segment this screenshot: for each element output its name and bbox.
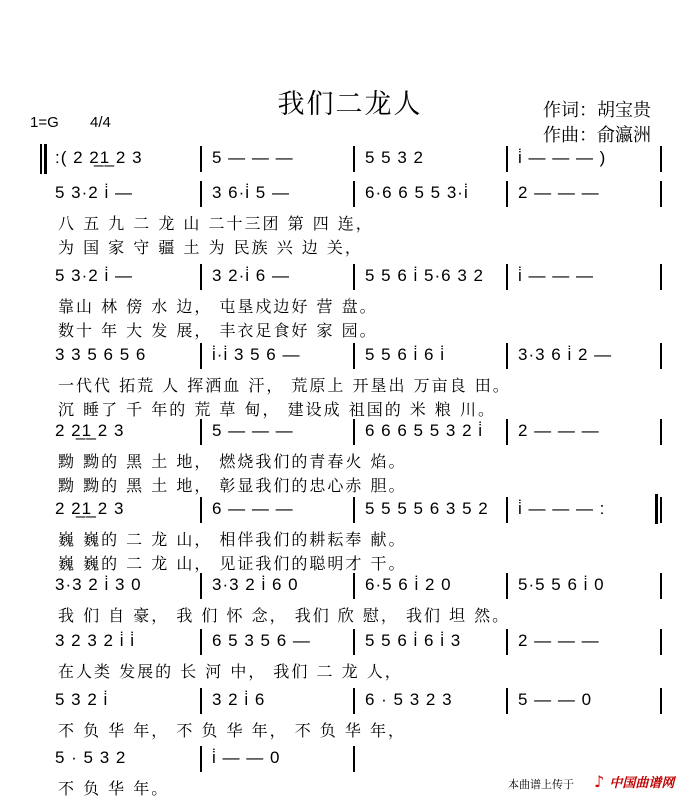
bar-line [506, 629, 508, 655]
measure-notes: 3 6·i̇ 5 — [212, 183, 290, 202]
key-signature: 1=G [30, 114, 59, 131]
site-logo [594, 772, 674, 791]
lyric-line: 一代代 拓荒 人 挥洒血 汗， 荒原上 开垦出 万亩良 田。 [58, 376, 511, 395]
lyric-line: 八 五 九 二 龙 山 二十三团 第 四 连， [58, 214, 374, 233]
repeat-bar [40, 144, 42, 174]
bar-line [660, 629, 662, 655]
measure-notes: 3 2 i̇ 6 [212, 690, 266, 709]
measure-notes: 5 3 2 i̇ [55, 690, 109, 709]
measure-notes: 5 3·2 i̇ — [55, 266, 133, 285]
bar-line [200, 573, 202, 599]
measure-notes: 3·3 2 i̇ 6 0 [212, 575, 299, 594]
measure-notes: 5·5 5 6 i̇ 0 [518, 575, 605, 594]
bar-line [200, 146, 202, 172]
lyric-line: 为 国 家 守 疆 土 为 民族 兴 边 关， [58, 238, 363, 257]
bar-line [353, 688, 355, 714]
lyric-line: 黝 黝的 黑 土 地， 燃烧我们的青春火 焰。 [58, 452, 407, 471]
bar-line [506, 419, 508, 445]
bar-line [353, 264, 355, 290]
measure-notes: 5 — — 0 [518, 690, 593, 709]
measure-notes: 5 5 6 i̇ 6 i̇ [365, 345, 445, 364]
bar-line [353, 573, 355, 599]
lyric-line: 数十 年 大 发 展， 丰衣足食好 家 园。 [58, 321, 378, 340]
measure-notes: 6 6 6 5 5 3 2 i̇ [365, 421, 484, 440]
page-title: 我们二龙人 [277, 89, 423, 120]
bar-line [200, 264, 202, 290]
lyric-line: 巍 巍的 二 龙 山， 见证我们的聪明才 干。 [58, 554, 407, 573]
bar-line [353, 146, 355, 172]
lyric-line: 沉 睡了 千 年的 荒 草 甸， 建设成 祖国的 米 粮 川。 [58, 400, 496, 419]
measure-notes: 2 — — — [518, 183, 600, 202]
bar-line [353, 181, 355, 207]
bar-line [660, 688, 662, 714]
bar-line [506, 146, 508, 172]
repeat-bar [44, 144, 47, 174]
bar-line [353, 343, 355, 369]
measure-notes: 5 5 3 2 [365, 148, 424, 167]
measure-notes: 5 3·2 i̇ — [55, 183, 133, 202]
bar-line [506, 497, 508, 523]
bar-line [200, 688, 202, 714]
measure-notes: 2 2̲1̲ 2 3 [55, 421, 125, 440]
measure-notes: 5 5 6 i̇ 6 i̇ 3 [365, 631, 462, 650]
measure-notes: 6·6 6 5 5 3·i̇ [365, 183, 469, 202]
measure-notes: 3 2 3 2 i̇ i̇ [55, 631, 135, 650]
measure-notes: i̇ — — — ) [518, 148, 607, 167]
measure-notes: 5 — — — [212, 148, 294, 167]
measure-notes: 3·3 6 i̇ 2 — [518, 345, 613, 364]
bar-line [353, 497, 355, 523]
bar-line [660, 264, 662, 290]
bar-line [353, 629, 355, 655]
measure-notes: 3·3 2 i̇ 3 0 [55, 575, 142, 594]
bar-line [506, 181, 508, 207]
measure-notes: 6 — — — [212, 499, 294, 518]
time-signature: 4/4 [90, 114, 111, 131]
bar-line [353, 746, 355, 772]
measure-notes: 5 5 5 5 6 3 5 2 [365, 499, 489, 518]
bar-line [200, 497, 202, 523]
bar-line [660, 573, 662, 599]
logo-mark-icon: ♪ [594, 772, 605, 791]
bar-line [200, 419, 202, 445]
lyric-line: 不 负 华 年， 不 负 华 年， 不 负 华 年， [58, 721, 406, 740]
lyric-line: 在人类 发展的 长 河 中， 我们 二 龙 人， [58, 662, 403, 681]
bar-line [660, 146, 662, 172]
measure-notes: 5 5 6 i̇ 5·6 3 2 [365, 266, 484, 285]
measure-notes: i̇ — — — [518, 266, 594, 285]
lyricist-credit: 作词：胡宝贵 [543, 100, 651, 121]
bar-line [200, 629, 202, 655]
bar-line [660, 497, 662, 523]
measure-notes: 6 5 3 5 6 — [212, 631, 311, 650]
measure-notes: 3 3 5 6 5 6 [55, 345, 147, 364]
measure-notes: 3 2·i̇ 6 — [212, 266, 290, 285]
logo-text: 中国曲谱网 [609, 776, 675, 791]
lyric-line: 巍 巍的 二 龙 山， 相伴我们的耕耘奉 献。 [58, 530, 407, 549]
composer-credit: 作曲：俞瀛洲 [543, 125, 651, 146]
measure-notes: i̇ — — 0 [212, 748, 281, 767]
bar-line [200, 181, 202, 207]
lyric-line: 不 负 华 年。 [58, 779, 170, 798]
bar-line [506, 264, 508, 290]
bar-line [660, 419, 662, 445]
measure-notes: 6·5 6 i̇ 2 0 [365, 575, 452, 594]
bar-line [660, 181, 662, 207]
measure-notes: i̇·i̇ 3 5 6 — [212, 345, 301, 364]
bar-line [200, 746, 202, 772]
measure-notes: 2 — — — [518, 631, 600, 650]
measure-notes: i̇ — — — : [518, 499, 606, 518]
lyric-line: 我 们 自 豪， 我 们 怀 念， 我们 欣 慰， 我们 坦 然。 [58, 606, 511, 625]
upload-notice: 本曲谱上传于 [508, 778, 574, 791]
measure-notes: :( 2 2̲1̲ 2 3 [55, 148, 143, 167]
repeat-bar [655, 494, 658, 524]
measure-notes: 2 — — — [518, 421, 600, 440]
bar-line [353, 419, 355, 445]
lyric-line: 靠山 林 傍 水 边， 屯垦戍边好 营 盘。 [58, 297, 378, 316]
bar-line [660, 343, 662, 369]
bar-line [200, 343, 202, 369]
measure-notes: 6 · 5 3 2 3 [365, 690, 453, 709]
bar-line [506, 573, 508, 599]
measure-notes: 2 2̲1̲ 2 3 [55, 499, 125, 518]
bar-line [506, 688, 508, 714]
bar-line [506, 343, 508, 369]
measure-notes: 5 · 5 3 2 [55, 748, 127, 767]
lyric-line: 黝 黝的 黑 土 地， 彰显我们的忠心赤 胆。 [58, 476, 407, 495]
measure-notes: 5 — — — [212, 421, 294, 440]
